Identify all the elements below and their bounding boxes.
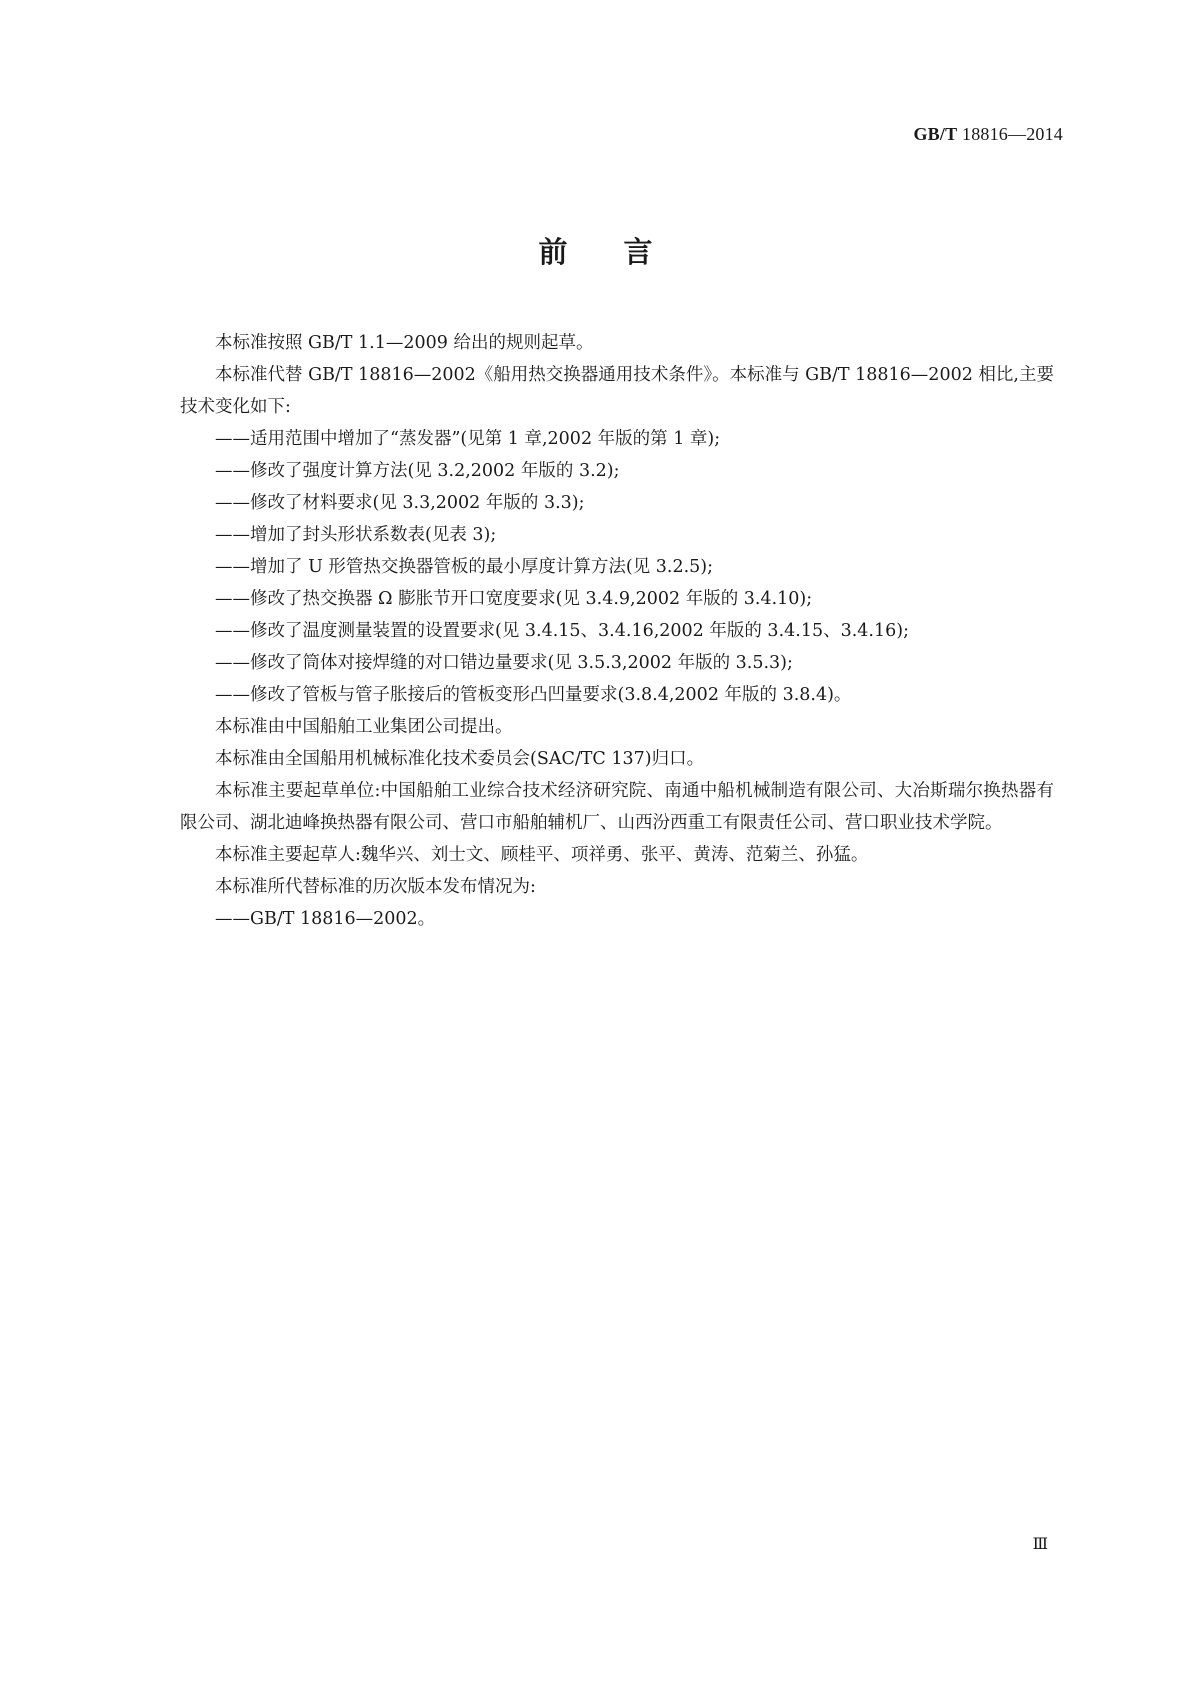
list-item: ——修改了管板与管子胀接后的管板变形凸凹量要求(3.8.4,2002 年版的 3.8.4)。 xyxy=(215,685,852,705)
list-item: ——修改了温度测量装置的设置要求(见 3.4.15、3.4.16,2002 年版的 3.4.15、3.4.16); xyxy=(215,621,909,641)
list-item: ——适用范围中增加了“蒸发器”(见第 1 章,2002 年版的第 1 章); xyxy=(215,429,721,449)
paragraph: 本标准所代替标准的历次版本发布情况为: xyxy=(215,877,536,897)
foreword-body xyxy=(180,327,1054,935)
list-item: ——修改了热交换器 Ω 膨胀节开口宽度要求(见 3.4.9,2002 年版的 3.4.10); xyxy=(215,589,813,609)
list-item: ——修改了材料要求(见 3.3,2002 年版的 3.3); xyxy=(215,493,585,513)
paragraph: 本标准代替 GB/T 18816—2002《船用热交换器通用技术条件》。本标准与 GB/T 18816—2002 相比,主要技术变化如下: xyxy=(180,365,1054,417)
list-item: ——GB/T 18816—2002。 xyxy=(215,909,436,929)
list-item: ——增加了封头形状系数表(见表 3); xyxy=(215,525,497,545)
paragraph: 本标准由全国船用机械标准化技术委员会(SAC/TC 137)归口。 xyxy=(215,749,705,769)
page-number: Ⅲ xyxy=(1032,1536,1048,1553)
paragraph: 本标准主要起草单位:中国船舶工业综合技术经济研究院、南通中船机械制造有限公司、大冶斯瑞尔换热器有限公司、湖北迪峰换热器有限公司、营口市船舶辅机厂、山西汾西重工有限责任公司、营口职业技术学院。 xyxy=(180,781,1054,833)
standard-number: 18816—2014 xyxy=(962,124,1063,144)
list-item: ——修改了强度计算方法(见 3.2,2002 年版的 3.2); xyxy=(215,461,620,481)
page-title: 前言 xyxy=(538,235,709,269)
list-item: ——修改了筒体对接焊缝的对口错边量要求(见 3.5.3,2002 年版的 3.5.3); xyxy=(215,653,793,673)
list-item: ——增加了 U 形管热交换器管板的最小厚度计算方法(见 3.2.5); xyxy=(215,557,714,577)
paragraph: 本标准由中国船舶工业集团公司提出。 xyxy=(215,717,513,737)
standard-header xyxy=(913,124,1063,145)
paragraph: 本标准主要起草人:魏华兴、刘士文、顾桂平、项祥勇、张平、黄涛、范菊兰、孙猛。 xyxy=(215,845,869,865)
standard-code: GB/T xyxy=(913,124,958,144)
paragraph: 本标准按照 GB/T 1.1—2009 给出的规则起草。 xyxy=(215,333,594,353)
